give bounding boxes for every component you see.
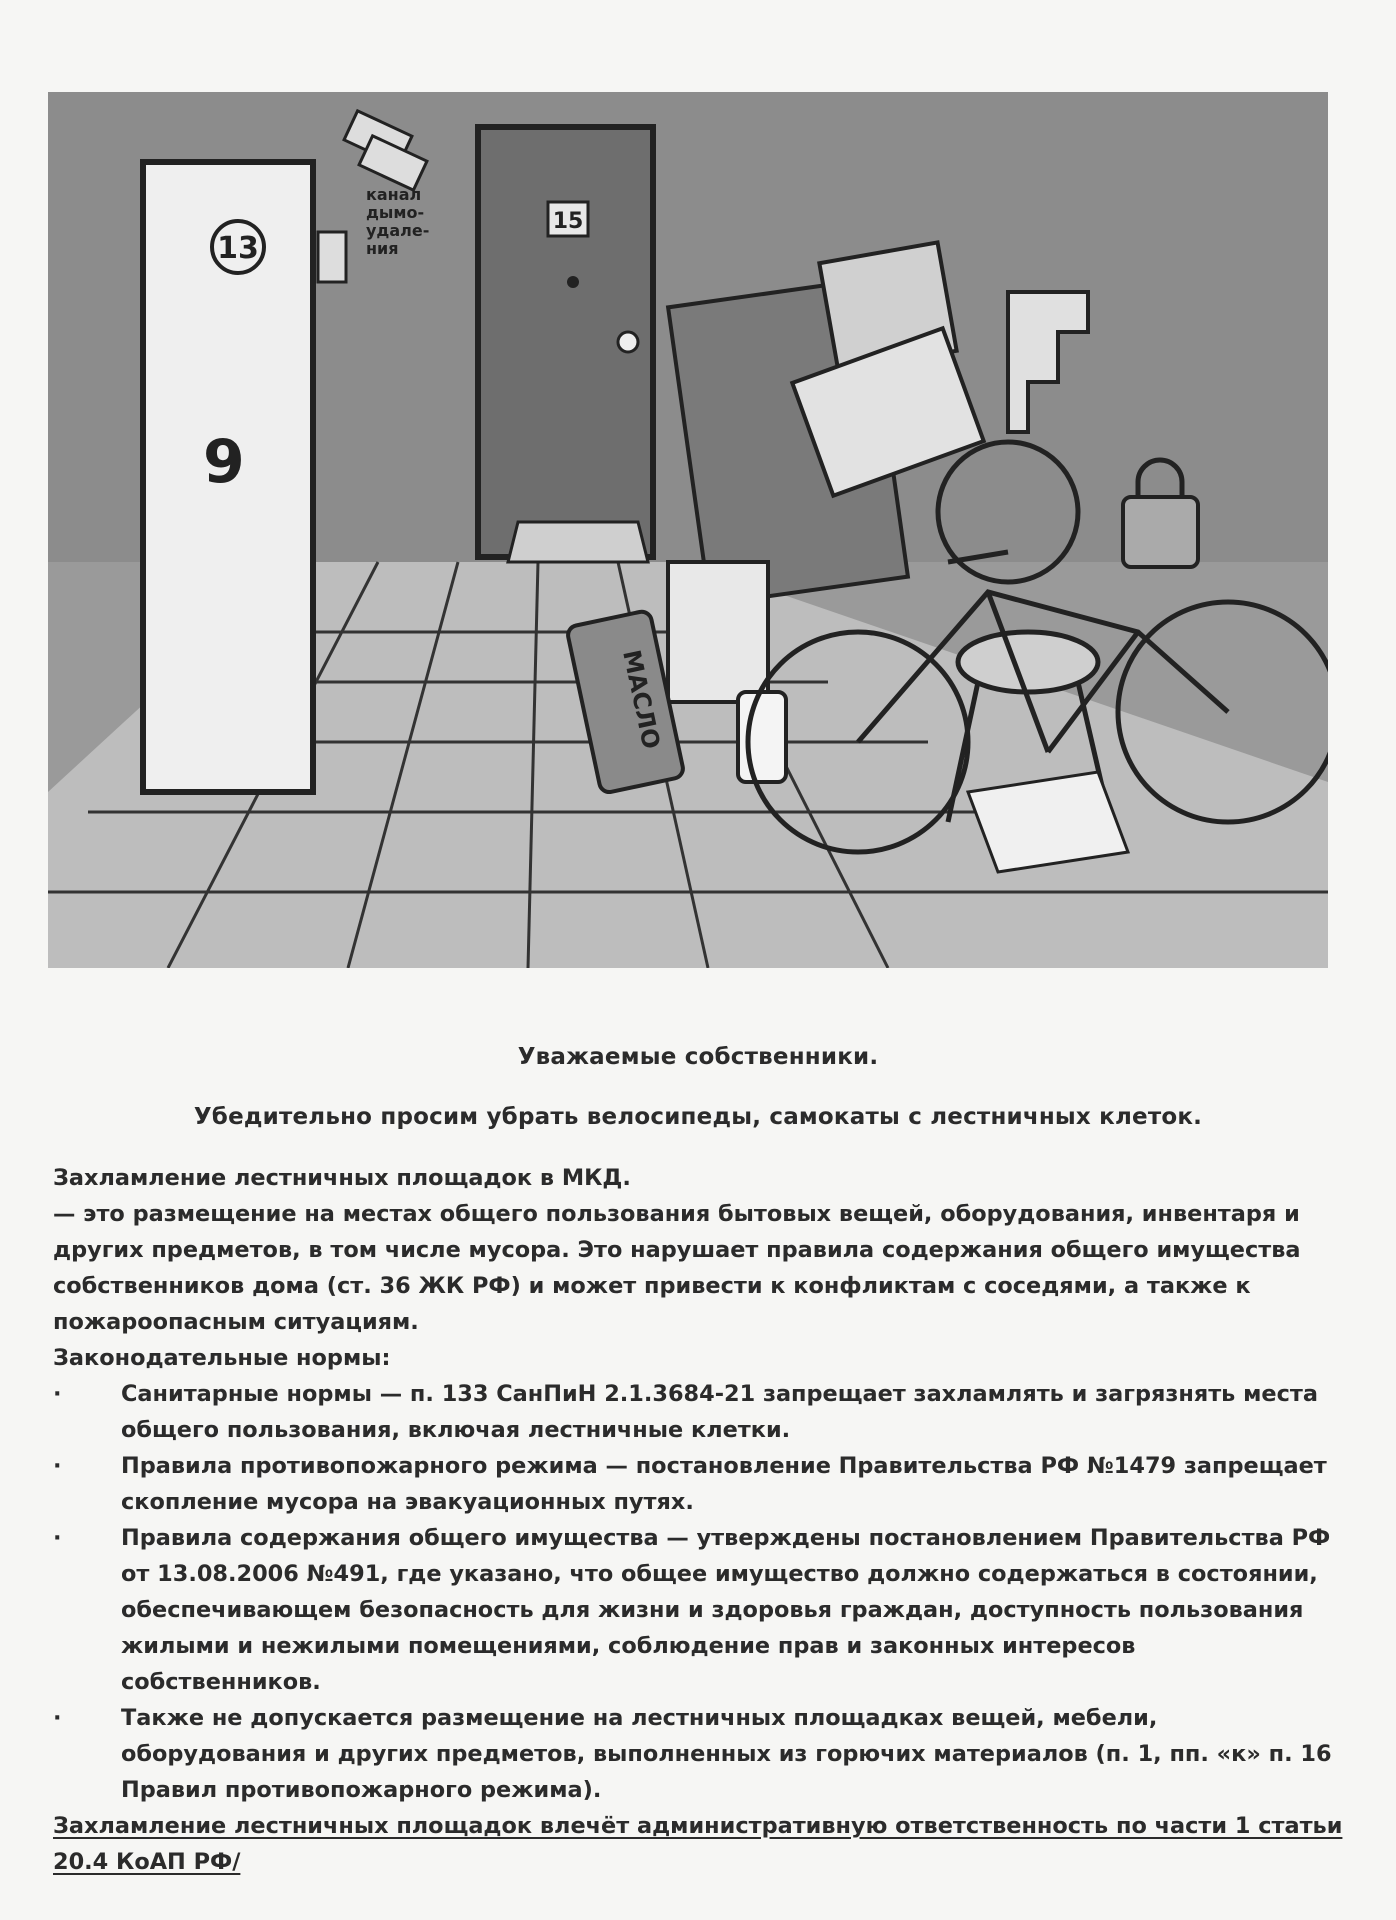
newspapers (968, 772, 1128, 872)
bullet-item: · Санитарные нормы — п. 133 СанПиН 2.1.3684-21 запрещает захламлять и загрязнять места общего пользования, включая лестничные клетки. (53, 1376, 1343, 1448)
cluttered-stairwell-illustration (48, 92, 1328, 968)
svg-text:дымо-: дымо- (366, 203, 425, 222)
door-right-number: 15 (552, 209, 584, 234)
notice-body (53, 1160, 1343, 1880)
doorbell (318, 232, 346, 282)
bullet-dot: · (53, 1525, 62, 1551)
door-13 (143, 162, 313, 792)
svg-text:9: 9 (203, 427, 245, 497)
svg-text:удале-: удале- (366, 221, 430, 240)
bullet-dot: · (53, 1705, 62, 1731)
request: Убедительно просим убрать велосипеды, самокаты с лестничных клеток. (193, 1104, 1203, 1130)
svg-text:МАСЛО: МАСЛО (617, 647, 666, 752)
door-left-number: 13 (217, 231, 259, 266)
svg-text:канал: канал (366, 185, 422, 204)
bullet-item: · Также не допускается размещение на лестничных площадках вещей, мебели, оборудования и других предметов, выполненных из горючих материалов (п. 1, пп. «к» п. 16 Правил противопожарного режима). (53, 1700, 1343, 1808)
definition-title: Захламление лестничных площадок в МКД. (53, 1165, 631, 1191)
definition-text: — это размещение на местах общего пользования бытовых вещей, оборудования, инвентаря и других предметов, в том числе мусора. Это нарушает правила содержания общего имущества собственников дома (ст. 36 ЖК РФ) и может привести к конфликтам с соседями, а также к пожароопасным ситуациям. (53, 1201, 1301, 1335)
bullet-dot: · (53, 1453, 62, 1479)
liability-statement: Захламление лестничных площадок влечёт административную ответственность по части 1 статьи 20.4 КоАП РФ/ (53, 1813, 1343, 1875)
bullet-item: · Правила противопожарного режима — постановление Правительства РФ №1479 запрещает скопление мусора на эвакуационных путях. (53, 1448, 1343, 1520)
bullet-dot: · (53, 1381, 62, 1407)
greeting: Уважаемые собственники. (517, 1044, 879, 1070)
svg-text:ния: ния (366, 239, 399, 258)
norms-title: Законодательные нормы: (53, 1345, 391, 1371)
door-15 (478, 127, 653, 557)
bullet-item: · Правила содержания общего имущества — утверждены постановлением Правительства РФ от 13.08.2006 №491, где указано, что общее имущество должно содержаться в состоянии, обеспечивающем безопасность для жизни и здоровья граждан, доступность пользования жилыми и нежилыми помещениями, соблюдение прав и законных интересов собственников. (53, 1520, 1343, 1700)
doormat (508, 522, 648, 562)
